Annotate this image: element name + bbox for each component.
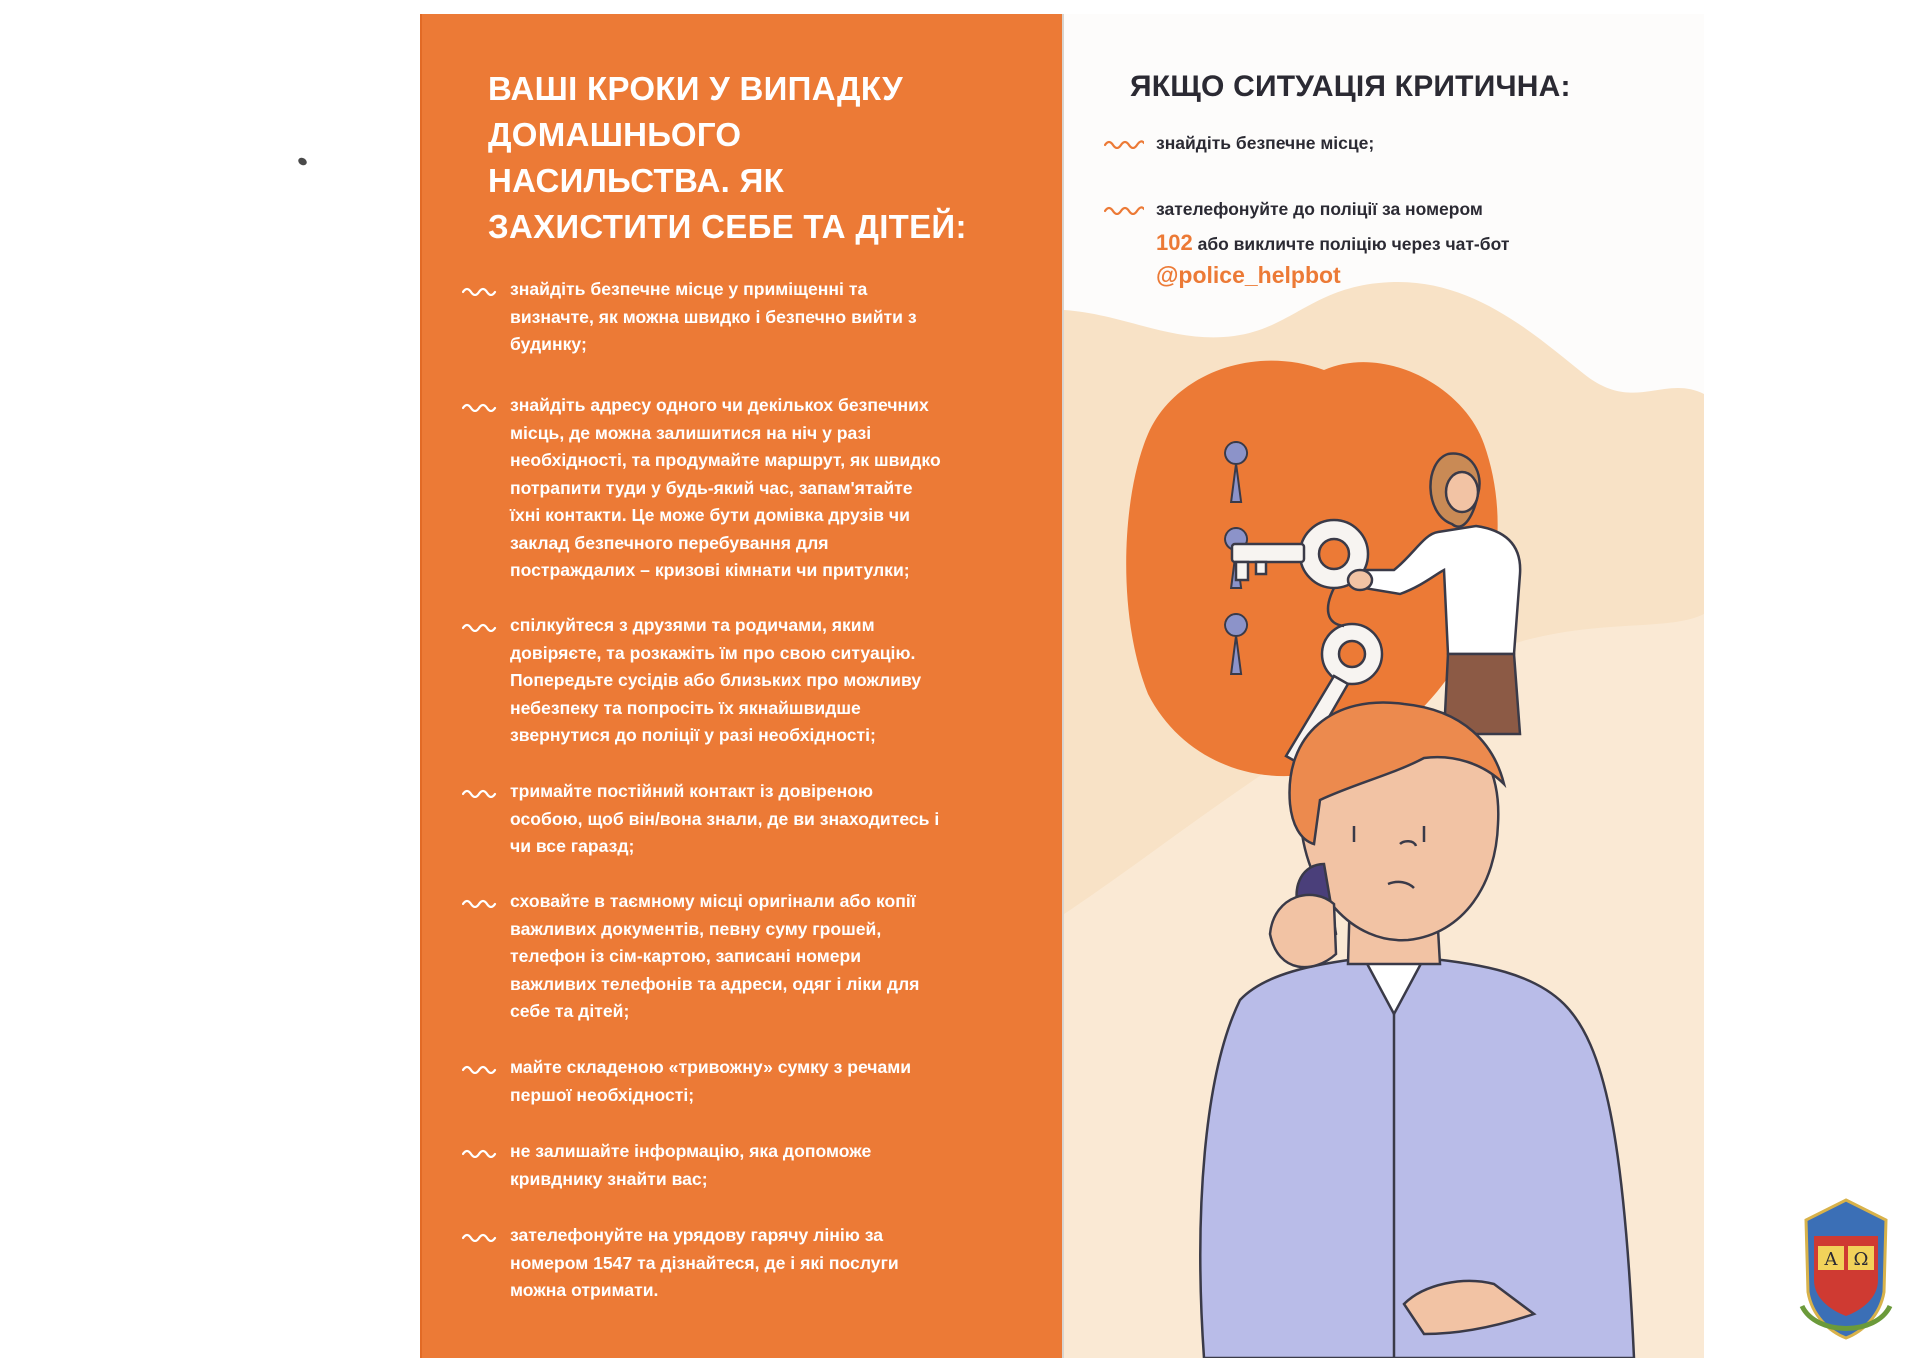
step-item [462, 612, 921, 750]
step-line: першої необхідності; [510, 1084, 695, 1105]
step-item [462, 1138, 871, 1193]
step-line: номером 1547 та дізнайтеся, де і які послуги [510, 1252, 899, 1273]
right-title: ЯКЩО СИТУАЦІЯ КРИТИЧНА: [1130, 70, 1571, 103]
chatbot-handle-link[interactable]: @police_helpbot [1156, 262, 1341, 288]
step-item [462, 392, 941, 585]
critical-item-text: зателефонуйте до поліції за номером [1156, 199, 1483, 219]
left-title-line: ВАШІ КРОКИ У ВИПАДКУ [488, 70, 903, 107]
step-line: зателефонуйте на урядову гарячу лінію за [510, 1225, 884, 1245]
step-item [462, 778, 939, 861]
wave-bullet-icon [462, 1062, 500, 1074]
step-line: довіряєте, та розкажіть їм про свою ситуацію. [510, 642, 916, 663]
step-line: особою, щоб він/вона знали, де ви знаходитесь і [510, 808, 940, 829]
step-line: місць, де можна залишитися на ніч у разі [510, 422, 872, 443]
wave-bullet-icon [462, 896, 500, 908]
step-line: знайдіть адресу одного чи декількох безпечних [510, 395, 929, 415]
left-title [488, 66, 968, 250]
university-emblem-icon [1796, 1196, 1896, 1346]
police-number: 102 [1156, 230, 1193, 255]
left-title-line: НАСИЛЬСТВА. ЯК [488, 162, 785, 199]
wave-bullet-icon [462, 400, 500, 412]
wave-bullet-icon [462, 620, 500, 632]
step-line: майте складеною «тривожну» сумку з речами [510, 1057, 912, 1077]
left-title-line: ЗАХИСТИТИ СЕБЕ ТА ДІТЕЙ: [488, 208, 967, 245]
step-item [462, 888, 919, 1026]
step-line: кривднику знайти вас; [510, 1168, 708, 1189]
step-line: їхні контакти. Це може бути домівка друзів чи [510, 505, 910, 525]
step-line: необхідності, та продумайте маршрут, як швидко [510, 450, 941, 470]
step-line: себе та дітей; [510, 1001, 630, 1021]
emblem-letter: А [1824, 1249, 1838, 1270]
step-line: можна отримати. [510, 1280, 659, 1300]
step-line: звернутися до поліції у разі необхідності; [510, 725, 876, 745]
step-item [462, 1054, 911, 1109]
left-panel [420, 14, 1064, 1358]
step-item [462, 276, 917, 359]
step-line: не залишайте інформацію, яка допоможе [510, 1141, 872, 1161]
wave-bullet-icon [462, 1146, 500, 1158]
step-line: знайдіть безпечне місце у приміщенні та [510, 279, 868, 299]
step-item [462, 1222, 899, 1305]
scan-speck [297, 156, 308, 167]
wave-bullet-icon [462, 1230, 500, 1242]
step-line: небезпеку та попросіть їх якнайшвидше [510, 697, 861, 718]
step-line: важливих документів, певну суму грошей, [510, 918, 882, 939]
emblem-letter: Ω [1853, 1249, 1869, 1270]
wave-bullet-icon [462, 786, 500, 798]
step-line: сховайте в таємному місці оригінали або копії [510, 891, 916, 911]
left-title-line: ДОМАШНЬОГО [488, 116, 742, 153]
step-line: заклад безпечного перебування для [510, 532, 829, 553]
step-line: потрапити туди у будь-який час, запам'ятайте [510, 477, 913, 498]
critical-item-text: або викличте поліцію через чат-бот [1192, 234, 1510, 254]
step-line: Попередьте сусідів або близьких про можливу [510, 670, 922, 690]
step-line: тримайте постійний контакт із довіреною [510, 781, 873, 801]
step-line: визначте, як можна швидко і безпечно вийти з [510, 306, 917, 327]
wave-bullet-icon [462, 284, 500, 296]
step-line: телефон із сім-картою, записані номери [510, 946, 862, 966]
step-line: будинку; [510, 334, 587, 354]
step-line: спілкуйтеся з друзями та родичами, яким [510, 615, 875, 635]
critical-item-text: знайдіть безпечне місце; [1156, 133, 1375, 153]
step-line: постраждалих – кризові кімнати чи притулки; [510, 560, 910, 580]
right-panel [1064, 14, 1704, 1358]
step-line: важливих телефонів та адреси, одяг і ліки для [510, 973, 920, 994]
man-figure [1200, 702, 1634, 1358]
step-line: чи все гаразд; [510, 836, 635, 856]
illustration [1064, 14, 1704, 1358]
